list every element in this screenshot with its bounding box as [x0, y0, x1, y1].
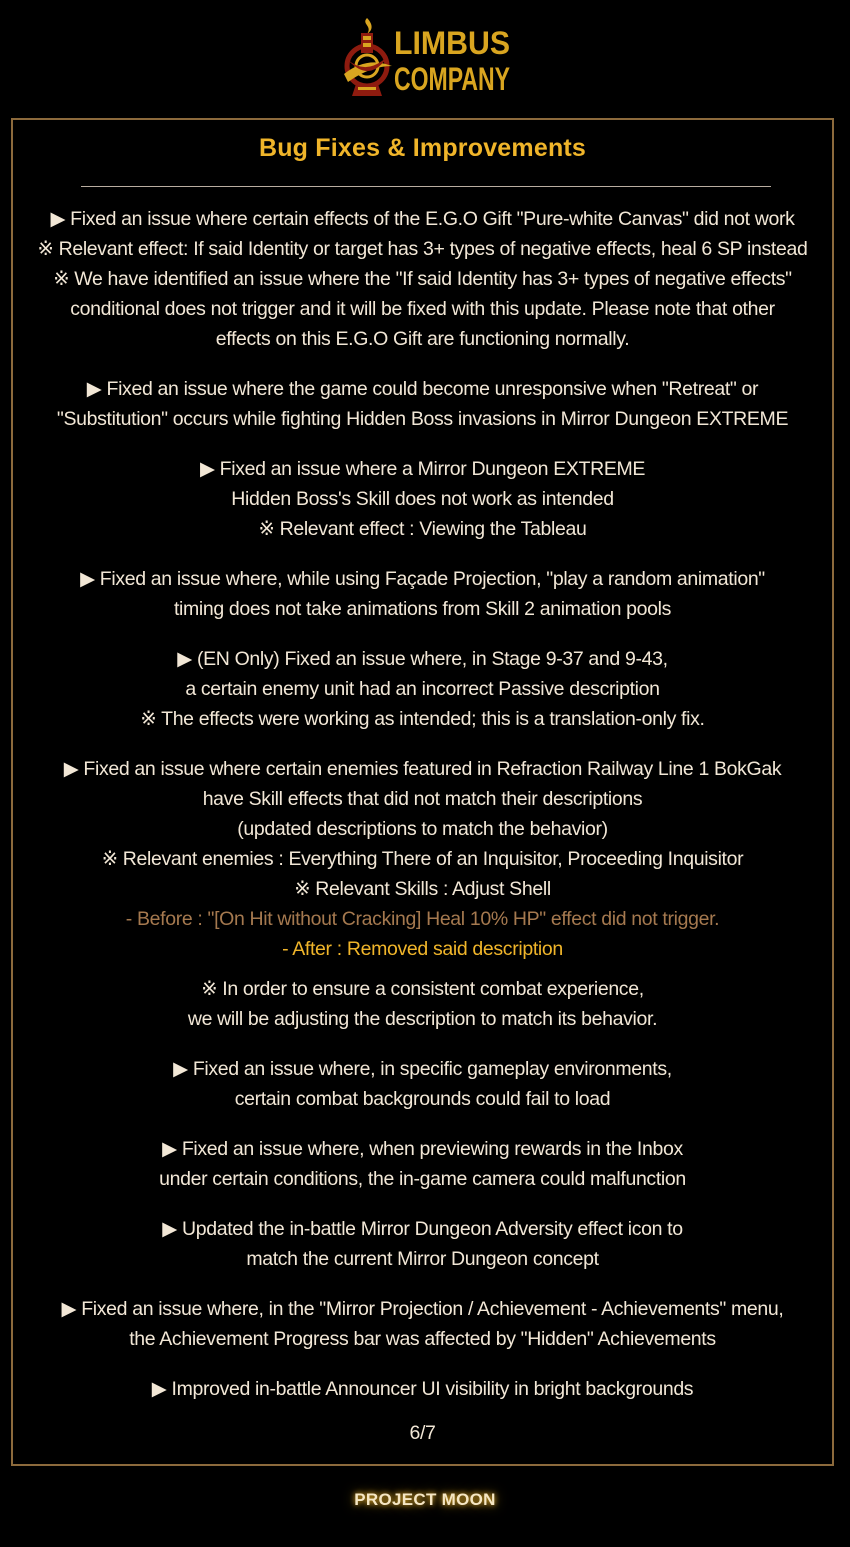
note-section — [13, 454, 832, 544]
patch-notes-panel — [11, 118, 834, 1466]
note-section — [13, 754, 832, 964]
note-line: ▶ Fixed an issue where, when previewing rewards in the Inbox — [162, 1138, 683, 1160]
note-line: ▶ Fixed an issue where certain effects of the E.G.O Gift "Pure-white Canvas" did not work — [50, 208, 795, 230]
before-change-line: - Before : "[On Hit without Cracking] Heal 10% HP" effect did not trigger. — [125, 908, 720, 930]
note-section — [13, 1294, 832, 1354]
patch-notes-content — [13, 204, 832, 1448]
note-line: match the current Mirror Dungeon concept — [246, 1248, 599, 1270]
logo-line-2: COMPANY — [394, 61, 510, 97]
after-change-line: - After : Removed said description — [282, 938, 563, 960]
note-line: effects on this E.G.O Gift are functioning normally. — [215, 328, 630, 350]
note-section — [13, 204, 832, 354]
note-line: ※ Relevant Skills : Adjust Shell — [294, 878, 551, 900]
note-section — [13, 374, 832, 434]
note-section — [13, 1054, 832, 1114]
note-line: ※ Relevant effect : Viewing the Tableau — [258, 518, 587, 540]
note-line: ※ We have identified an issue where the "If said Identity has 3+ types of negative effects" — [53, 268, 792, 290]
note-line: ▶ Fixed an issue where a Mirror Dungeon EXTREME — [199, 458, 646, 480]
note-line: ▶ Fixed an issue where, in specific gameplay environments, — [173, 1058, 672, 1080]
note-line: the Achievement Progress bar was affected by "Hidden" Achievements — [129, 1328, 716, 1350]
limbus-company-logo — [340, 16, 512, 98]
note-line: ※ The effects were working as intended; this is a translation-only fix. — [140, 708, 705, 730]
logo-line-1: LIMBUS — [394, 25, 510, 61]
note-line: ※ Relevant effect: If said Identity or target has 3+ types of negative effects, heal 6 SP instead — [37, 238, 808, 260]
note-line: a certain enemy unit had an incorrect Passive description — [185, 678, 660, 700]
note-line: ▶ Updated the in-battle Mirror Dungeon Adversity effect icon to — [162, 1218, 683, 1240]
note-line: we will be adjusting the description to match its behavior. — [187, 1008, 658, 1030]
note-line: ▶ Fixed an issue where, in the "Mirror Projection / Achievement - Achievements" menu, — [61, 1298, 784, 1320]
project-moon-logo: PROJECT MOON — [354, 1490, 496, 1509]
note-line: ▶ Improved in-battle Announcer UI visibility in bright backgrounds — [151, 1378, 694, 1400]
limbus-train-emblem-icon — [344, 18, 392, 96]
note-line: ▶ Fixed an issue where certain enemies featured in Refraction Railway Line 1 BokGak — [63, 758, 782, 780]
note-section — [13, 644, 832, 734]
note-line: Hidden Boss's Skill does not work as intended — [231, 488, 614, 510]
note-line: under certain conditions, the in-game camera could malfunction — [159, 1168, 686, 1190]
note-section — [13, 1134, 832, 1194]
note-line: ▶ Fixed an issue where the game could become unresponsive when "Retreat" or — [86, 378, 759, 400]
page-indicator: 6/7 — [409, 1422, 436, 1444]
note-line: (updated descriptions to match the behavior) — [237, 818, 608, 840]
title-divider — [81, 186, 771, 187]
panel-title: Bug Fixes & Improvements — [258, 134, 587, 162]
note-line: ※ In order to ensure a consistent combat experience, — [201, 978, 644, 1000]
note-line: timing does not take animations from Skill 2 animation pools — [173, 598, 672, 620]
note-section — [13, 1214, 832, 1274]
note-line: conditional does not trigger and it will be fixed with this update. Please note that other — [70, 298, 775, 320]
note-line: ※ Relevant enemies : Everything There of an Inquisitor, Proceeding Inquisitor — [101, 848, 744, 870]
note-line: ▶ Fixed an issue where, while using Façade Projection, "play a random animation" — [80, 568, 765, 590]
note-line: "Substitution" occurs while fighting Hidden Boss invasions in Mirror Dungeon EXTREME — [56, 408, 789, 430]
note-section — [13, 974, 832, 1034]
note-line: certain combat backgrounds could fail to load — [234, 1088, 611, 1110]
note-line: have Skill effects that did not match their descriptions — [202, 788, 643, 810]
note-line: ▶ (EN Only) Fixed an issue where, in Stage 9-37 and 9-43, — [177, 648, 668, 670]
note-section — [13, 564, 832, 624]
note-section — [13, 1374, 832, 1404]
